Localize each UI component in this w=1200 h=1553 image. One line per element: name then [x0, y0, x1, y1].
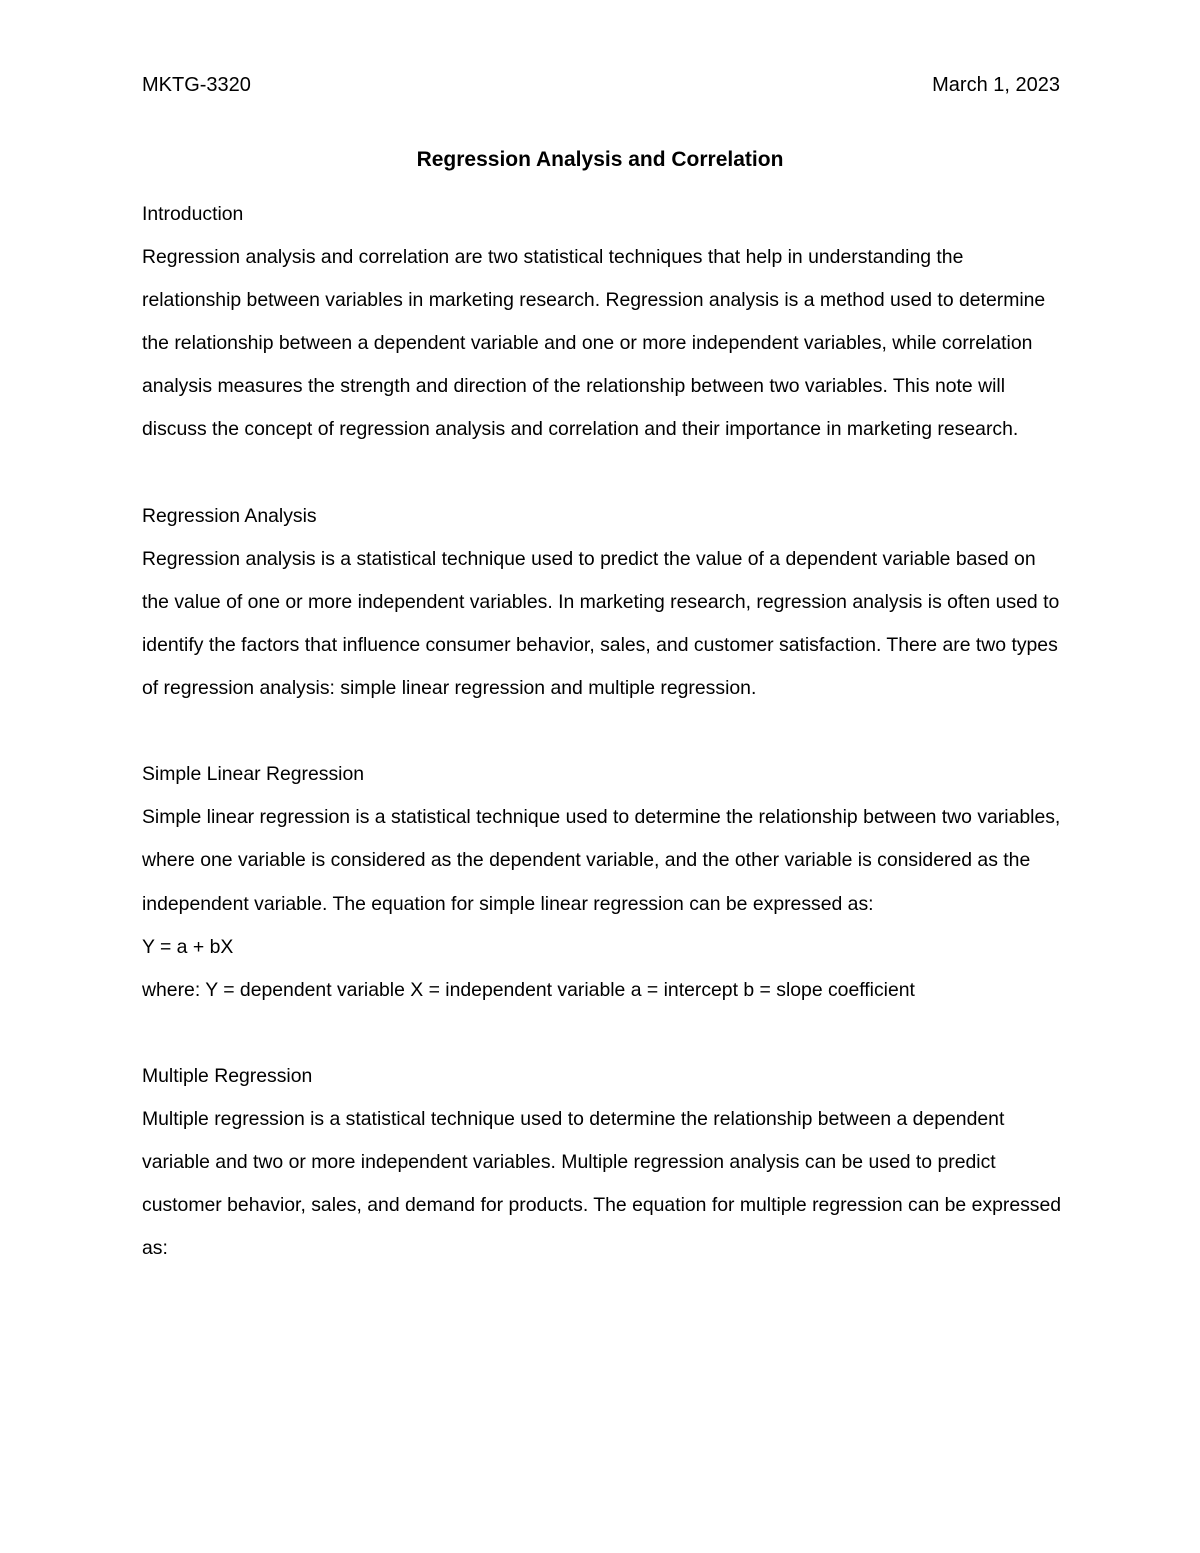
multiple-regression-heading: Multiple Regression [142, 1064, 313, 1087]
simple-regression-paragraph: Simple linear regression is a statistical technique used to determine the relationship between two variables, where one variable is considered as the dependent variable, and the other variable is considered as the independent variable. The equation for simple linear regression can be expressed as: [142, 806, 1061, 915]
intro-paragraph: Regression analysis and correlation are two statistical techniques that help in understanding the relationship between variables in marketing research. Regression analysis is a method used to determine the relationship between a dependent variable and one or more independent variables, while correlation analysis measures the strength and direction of the relationship between two variables. This note will discuss the concept of regression analysis and correlation and their importance in marketing research. [142, 246, 1046, 441]
simple-regression-equation: Y = a + bX [142, 935, 234, 958]
intro-heading: Introduction [142, 203, 244, 225]
spacer [142, 710, 1067, 753]
course-code: MKTG-3320 [142, 74, 251, 96]
document-date: March 1, 2023 [932, 74, 1060, 96]
spacer [142, 452, 1067, 495]
simple-regression-heading: Simple Linear Regression [142, 763, 365, 786]
regression-heading: Regression Analysis [142, 504, 317, 527]
simple-regression-definitions: where: Y = dependent variable X = independent variable a = intercept b = slope coefficient [142, 978, 915, 1001]
document-body [142, 193, 1067, 1270]
document-title: Regression Analysis and Correlation [416, 148, 784, 171]
multiple-regression-paragraph: Multiple regression is a statistical technique used to determine the relationship between a dependent variable and two or more independent variables. Multiple regression analysis can be used to predict customer behavior, sales, and demand for products. The equation for multiple regression can be expressed as: [142, 1107, 1062, 1260]
regression-paragraph: Regression analysis is a statistical technique used to predict the value of a dependent variable based on the value of one or more independent variables. In marketing research, regression analysis is often used to identify the factors that influence consumer behavior, sales, and customer satisfaction. There are two types of regression analysis: simple linear regression and multiple regression. [142, 547, 1060, 700]
spacer [142, 1012, 1067, 1055]
